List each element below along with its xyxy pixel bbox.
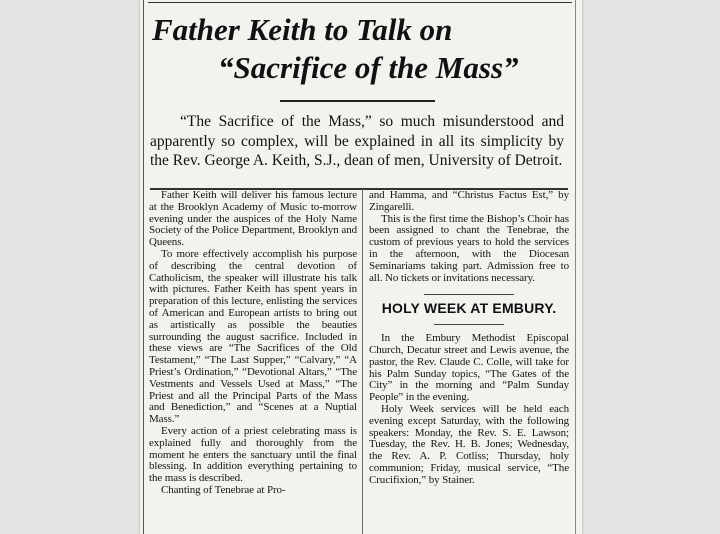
right-paragraph-3: In the Embury Methodist Episcopal Church, Decatur street and Lewis avenue, the pastor, the Rev. Claude C. Colle, will take for his Palm Sunday topics, “The Gates of the City” in the morning and “Palm Sunday People” in the evening.: [369, 332, 569, 404]
right-column-rule: [575, 0, 576, 534]
left-paragraph-3: Every action of a priest celebrating mass is explained fully and thoroughly from the moment he enters the sanctuary until the final blessing. In addition everything pertaining to the mass is described.: [149, 424, 357, 485]
column-separator: [362, 189, 363, 534]
newspaper-clipping: [140, 0, 582, 534]
right-paragraph-1: and Hamma, and “Christus Factus Est,” by Zingarelli.: [369, 189, 569, 213]
subheadline-divider: [434, 324, 504, 325]
headline-divider: [280, 100, 435, 102]
left-column-rule: [143, 0, 144, 534]
right-paragraph-4: Holy Week services will be held each evening except Saturday, with the following speakers: Monday, the Rev. S. E. Lawson; Tuesday, the Rev. H. B. Jones; Wednesday, the Rev. A. P. Cotliss; Thursday, holy communion; Friday, musical service, “The Crucifixion,” by Stainer.: [369, 402, 569, 486]
left-paragraph-2: To more effectively accomplish his purpose of describing the central devotion of Catholicism, the speaker will illustrate his talk with pictures. Father Keith has spent years in preparation of this lecture, enlisting the services of American and European artists to bring out as artistically as possible the beauties surrounding the august sacrifice. Included in these views are “The Sacrifices of the Old Testament,” “The Last Supper,” “Calvary,” “A Priest’s Ordination,” “Devotional Altars,” “The Vestments and Vessels Used at Mass,” “The Priest and all the Principal Parts of the Mass and Benediction,” and “Scenes at a Nuptial Mass.”: [149, 247, 357, 426]
left-column: [149, 190, 357, 497]
top-border-rule: [148, 2, 572, 3]
right-column: [369, 190, 569, 487]
headline-line-2: “Sacrifice of the Mass”: [218, 50, 519, 85]
section-divider: [424, 294, 514, 295]
subheadline: HOLY WEEK AT EMBURY.: [381, 300, 557, 317]
headline-line-1: Father Keith to Talk on: [152, 12, 453, 47]
right-paragraph-2: This is the first time the Bishop’s Choir has been assigned to chant the Tenebrae, the custom of previous years to hold the services in the afternoon, with the Diocesan Seminariams taking part. Admission free to all. No tickets or invitations necessary.: [369, 212, 569, 284]
left-paragraph-1: Father Keith will deliver his famous lecture at the Brooklyn Academy of Music to-morrow evening under the auspices of the Holy Name Society of the Police Department, Brooklyn and Queens.: [149, 189, 357, 249]
left-paragraph-4: Chanting of Tenebrae at Pro-: [161, 483, 286, 496]
deck-paragraph: “The Sacrifice of the Mass,” so much misunderstood and apparently so complex, will be explained in all its simplicity by the Rev. George A. Keith, S.J., dean of men, University of Detroit.: [150, 113, 564, 169]
